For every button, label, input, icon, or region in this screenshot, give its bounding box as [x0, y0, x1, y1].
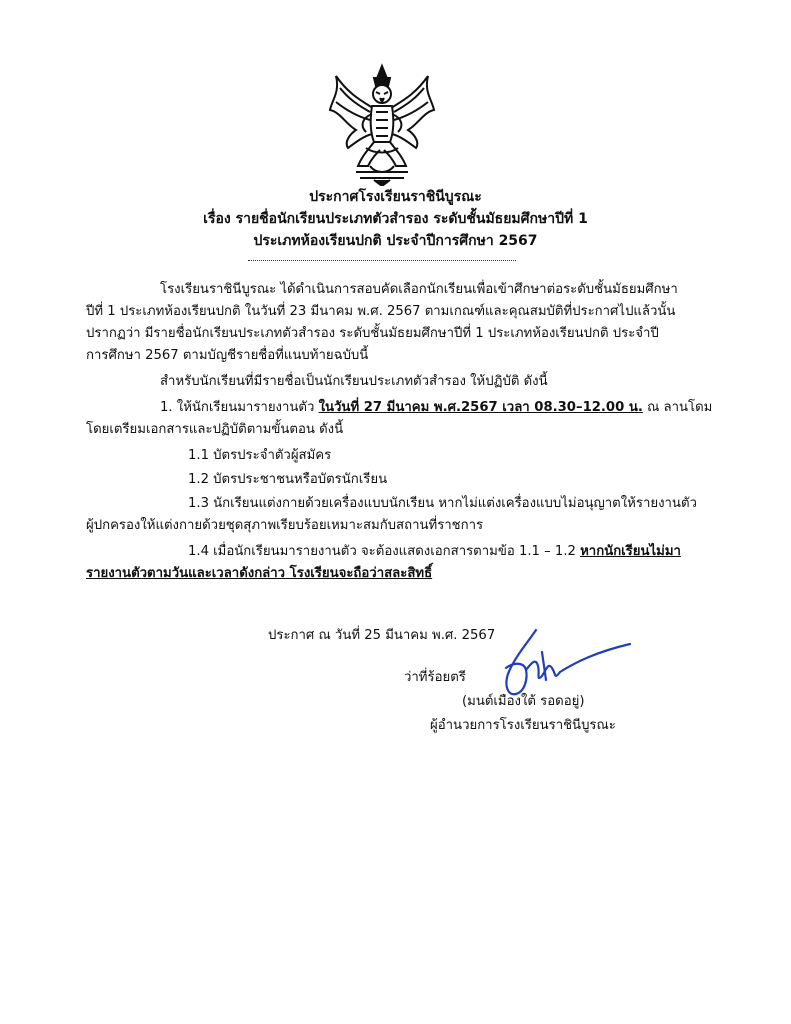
sub-item-1-4-warning: หากนักเรียนไม่มา [580, 544, 681, 559]
paragraph-1-line-4: การศึกษา 2567 ตามบัญชีรายชื่อที่แนบท้ายฉบับนี้ [86, 348, 369, 363]
item-1-location: ณ ลานโดม [642, 400, 713, 415]
signer-title: ผู้อำนวยการโรงเรียนราชินีบูรณะ [430, 718, 616, 733]
item-1-line-1 [160, 398, 712, 418]
paragraph-2: สำหรับนักเรียนที่มีรายชื่อเป็นนักเรียนประเภทตัวสำรอง ให้ปฏิบัติ ดังนี้ [160, 374, 548, 389]
paragraph-1-line-1: โรงเรียนราชินีบูรณะ ได้ดำเนินการสอบคัดเลือกนักเรียนเพื่อเข้าศึกษาต่อระดับชั้นมัธยมศึกษา [160, 282, 678, 297]
sub-item-1-3-line-2: ผู้ปกครองให้แต่งกายด้วยชุดสุภาพเรียบร้อยเหมาะสมกับสถานที่ราชการ [86, 518, 484, 533]
sub-item-1-4-line-1 [188, 542, 681, 562]
dotted-divider [248, 260, 516, 261]
announcement-title: ประกาศโรงเรียนราชินีบูรณะ [309, 189, 482, 205]
sub-item-1-4-prefix: 1.4 เมื่อนักเรียนมารายงานตัว จะต้องแสดงเอกสารตามข้อ 1.1 – 1.2 [188, 544, 581, 559]
garuda-emblem-icon [326, 62, 438, 186]
item-1-date-time: ในวันที่ 27 มีนาคม พ.ศ.2567 เวลา 08.30–12.00 น. [318, 400, 643, 415]
announce-date: ประกาศ ณ วันที่ 25 มีนาคม พ.ศ. 2567 [268, 628, 496, 643]
announcement-subject: เรื่อง รายชื่อนักเรียนประเภทตัวสำรอง ระดับชั้นมัธยมศึกษาปีที่ 1 [203, 211, 588, 227]
sub-item-1-1: 1.1 บัตรประจำตัวผู้สมัคร [188, 448, 332, 463]
paragraph-1-line-2: ปีที่ 1 ประเภทห้องเรียนปกติ ในวันที่ 23 มีนาคม พ.ศ. 2567 ตามเกณฑ์และคุณสมบัติที่ประกาศไปแล้วนั้น [86, 304, 676, 319]
paragraph-1-line-3: ปรากฏว่า มีรายชื่อนักเรียนประเภทตัวสำรอง ระดับชั้นมัธยมศึกษาปีที่ 1 ประเภทห้องเรียนปกติ ประจำปี [86, 326, 659, 341]
item-1-line-2: โดยเตรียมเอกสารและปฏิบัติตามขั้นตอน ดังนี้ [86, 422, 344, 437]
signer-rank: ว่าที่ร้อยตรี [404, 670, 466, 685]
sub-item-1-3-line-1: 1.3 นักเรียนแต่งกายด้วยเครื่องแบบนักเรียน หากไม่แต่งเครื่องแบบไม่อนุญาตให้รายงานตัว [188, 496, 697, 511]
signer-name: (มนต์เมืองใต้ รอดอยู่) [462, 694, 585, 709]
announcement-subject-line2: ประเภทห้องเรียนปกติ ประจำปีการศึกษา 2567 [253, 233, 538, 249]
sub-item-1-4-line-2: รายงานตัวตามวันและเวลาดังกล่าว โรงเรียนจะถือว่าสละสิทธิ์ [86, 566, 433, 581]
sub-item-1-2: 1.2 บัตรประชาชนหรือบัตรนักเรียน [188, 472, 388, 487]
item-1-prefix: 1. ให้นักเรียนมารายงานตัว [160, 400, 319, 415]
